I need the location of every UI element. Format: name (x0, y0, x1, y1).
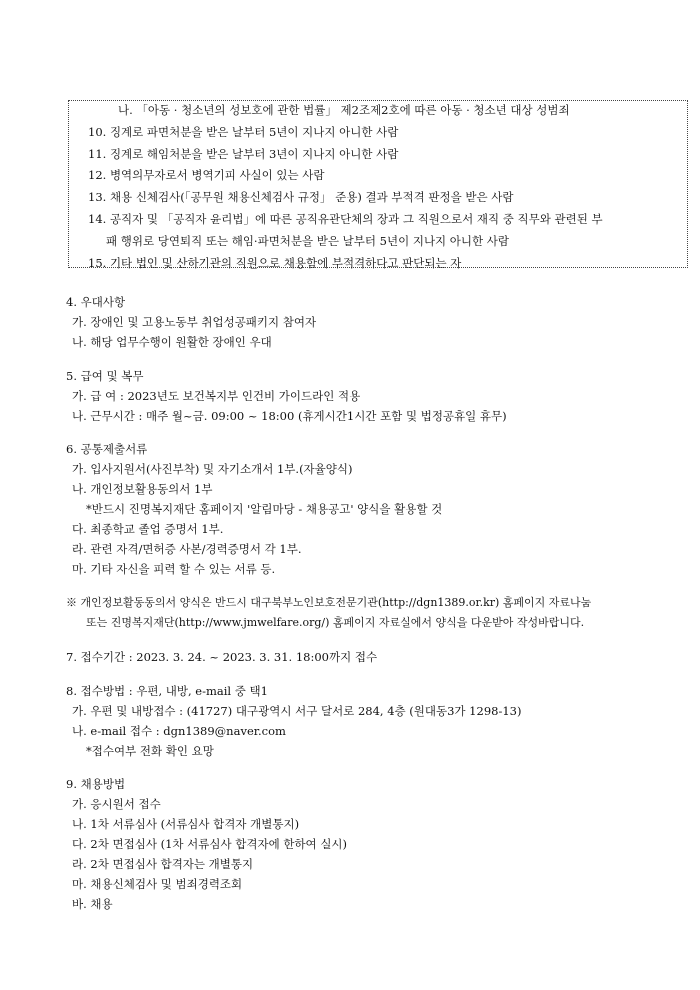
section-6-item: 다. 최종학교 졸업 증명서 1부. (72, 522, 224, 536)
section-6-item: 나. 개인정보활용동의서 1부 (72, 482, 213, 496)
section-6-item: 가. 입사지원서(사진부착) 및 자기소개서 1부.(자율양식) (72, 462, 353, 476)
box-item-11: 11. 징계로 해임처분을 받은 날부터 3년이 지나지 아니한 사람 (88, 147, 399, 161)
section-6-item: 라. 관련 자격/면허증 사본/경력증명서 각 1부. (72, 542, 302, 556)
box-item-15: 15. 기타 법인 및 산하기관의 직원으로 채용함에 부적격하다고 판단되는 자 (88, 256, 462, 270)
notice-line: 또는 진명복지재단(http://www.jmwelfare.org/) 홈페이지 자료실에서 양식을 다운받아 작성바랍니다. (86, 616, 585, 629)
section-6-item: 마. 기타 자신을 피력 할 수 있는 서류 등. (72, 562, 276, 576)
section-8-item: 가. 우편 및 내방접수 : (41727) 대구광역시 서구 달서로 284, 4층 (원대동3가 1298-13) (72, 704, 522, 718)
notice-line: ※ 개인정보활동동의서 양식은 반드시 대구북부노인보호전문기관(http://dgn1389.or.kr) 홈페이지 자료나눔 (66, 596, 592, 609)
section-5-item: 나. 근무시간 : 매주 월~금. 09:00 ~ 18:00 (휴게시간1시간 포함 및 법정공휴일 휴무) (72, 409, 507, 423)
section-7-title: 7. 접수기간 : 2023. 3. 24. ~ 2023. 3. 31. 18:00까지 접수 (66, 650, 378, 664)
section-9-item: 마. 채용신체검사 및 범죄경력조회 (72, 877, 243, 891)
section-9-item: 바. 채용 (72, 897, 113, 911)
box-item-13: 13. 채용 신체검사(「공무원 채용신체검사 규정」 준용) 결과 부적격 판정을 받은 사람 (88, 190, 514, 204)
box-item-14-cont: 패 행위로 당연퇴직 또는 해임·파면처분을 받은 날부터 5년이 지나지 아니한 사람 (106, 234, 510, 248)
box-item-12: 12. 병역의무자로서 병역기피 사실이 있는 사람 (88, 168, 325, 182)
section-6-title: 6. 공통제출서류 (66, 442, 148, 456)
section-5-title: 5. 급여 및 복무 (66, 369, 144, 383)
section-5-item: 가. 급 여 : 2023년도 보건복지부 인건비 가이드라인 적용 (72, 389, 361, 403)
section-9-item: 나. 1차 서류심사 (서류심사 합격자 개별통지) (72, 817, 300, 831)
section-6-note: *반드시 진명복지재단 홈페이지 '알림마당 - 채용공고' 양식을 활용할 것 (86, 502, 443, 516)
section-8-title: 8. 접수방법 : 우편, 내방, e-mail 중 택1 (66, 684, 268, 698)
box-item-na: 나. 「아동 · 청소년의 성보호에 관한 법률」 제2조제2호에 따른 아동 · 청소년 대상 성범죄 (118, 103, 570, 117)
section-8-item: 나. e-mail 접수 : dgn1389@naver.com (72, 724, 286, 738)
section-4-item: 나. 해당 업무수행이 원활한 장애인 우대 (72, 335, 272, 349)
section-4-item: 가. 장애인 및 고용노동부 취업성공패키지 참여자 (72, 315, 317, 329)
section-9-item: 라. 2차 면접심사 합격자는 개별통지 (72, 857, 254, 871)
section-4-title: 4. 우대사항 (66, 295, 126, 309)
box-item-10: 10. 징계로 파면처분을 받은 날부터 5년이 지나지 아니한 사람 (88, 125, 399, 139)
section-9-title: 9. 채용방법 (66, 777, 126, 791)
section-9-item: 가. 응시원서 접수 (72, 797, 161, 811)
section-8-note: *접수여부 전화 확인 요망 (86, 744, 214, 758)
section-9-item: 다. 2차 면접심사 (1차 서류심사 합격자에 한하여 실시) (72, 837, 348, 851)
box-item-14: 14. 공직자 및 「공직자 윤리법」에 따른 공직유관단체의 장과 그 직원으로서 재직 중 직무와 관련된 부 (88, 212, 603, 226)
